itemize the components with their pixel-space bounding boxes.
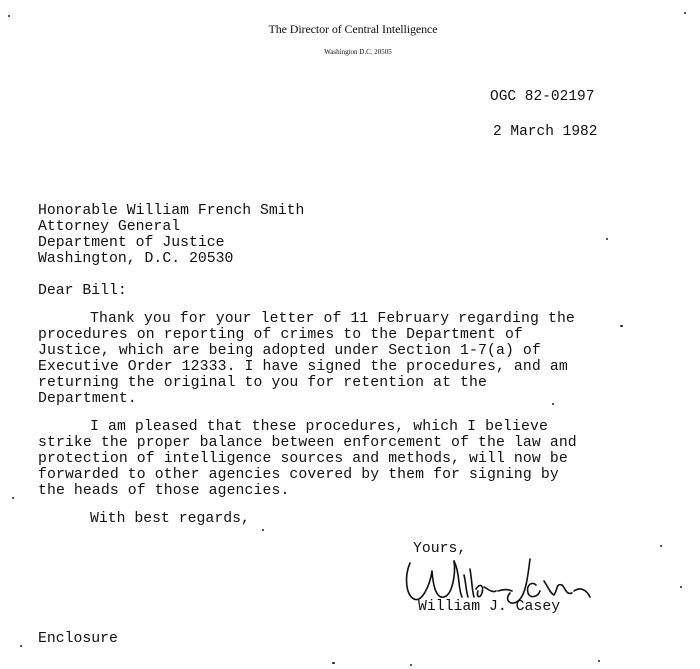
enclosure-note: Enclosure: [38, 631, 118, 647]
letter-date: 2 March 1982: [493, 124, 598, 140]
paragraph2-line: forwarded to other agencies covered by them for signing by: [38, 467, 559, 483]
paragraph1-line: Justice, which are being adopted under Section 1-7(a) of: [38, 343, 541, 359]
paragraph2-line: the heads of those agencies.: [38, 483, 290, 499]
paragraph2-line: I am pleased that these procedures, which I believe: [90, 419, 548, 435]
paragraph1-line: procedures on reporting of crimes to the Department of: [38, 327, 523, 343]
closing: With best regards,: [90, 511, 250, 527]
signoff: Yours,: [413, 541, 467, 557]
letterhead-title: The Director of Central Intelligence: [268, 22, 438, 36]
recipient-title: Attorney General: [38, 219, 181, 235]
recipient-city: Washington, D.C. 20530: [38, 251, 234, 267]
paragraph2-line: protection of intelligence sources and methods, will now be: [38, 451, 568, 467]
salutation: Dear Bill:: [38, 283, 127, 299]
recipient-department: Department of Justice: [38, 235, 225, 251]
paragraph1-line: Executive Order 12333. I have signed the procedures, and am: [38, 359, 568, 375]
paragraph1-line: returning the original to you for retention at the: [38, 375, 487, 391]
recipient-name: Honorable William French Smith: [38, 203, 305, 219]
paragraph2-line: strike the proper balance between enforcement of the law and: [38, 435, 577, 451]
signer-name: William J. Casey: [418, 599, 561, 615]
paragraph1-line: Thank you for your letter of 11 February regarding the: [90, 311, 575, 327]
reference-number: OGC 82-02197: [490, 89, 595, 105]
letterhead-address: Washington D.C. 20505: [324, 48, 392, 56]
paragraph1-line: Department.: [38, 391, 137, 407]
